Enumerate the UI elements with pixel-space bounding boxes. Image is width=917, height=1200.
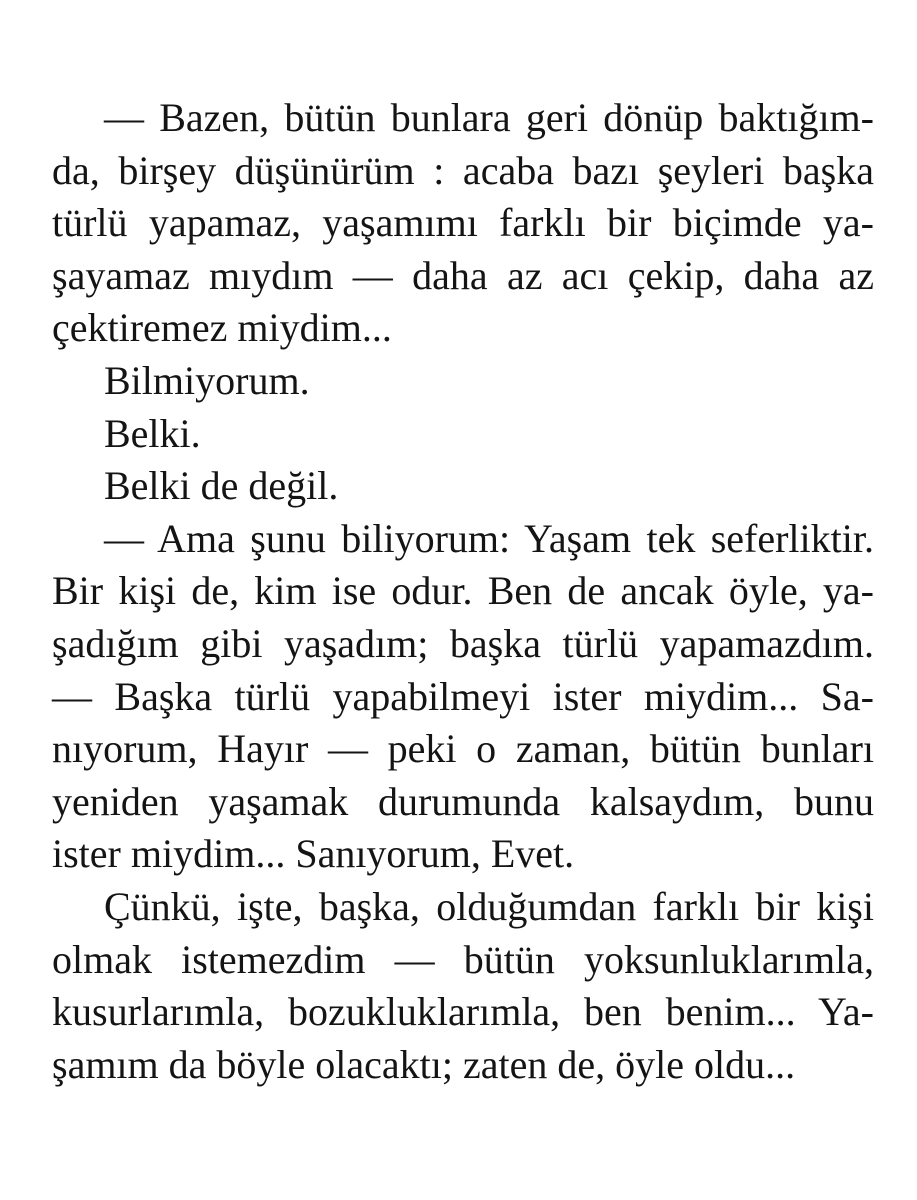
text-line: Belki de değil. (104, 463, 339, 509)
text-line: olmak istemezdim — bütün yoksunluklarımla, (52, 936, 874, 982)
text-line: nıyorum, Hayır — peki o zaman, bütün bunları (52, 726, 874, 772)
text-line: — Bazen, bütün bunlara geri dönüp baktığım- (104, 95, 874, 140)
text-line: — Başka türlü yapabilmeyi ister miydim... Sa- (52, 673, 874, 719)
paragraph-3 (52, 408, 874, 461)
paragraph-4 (52, 460, 874, 513)
text-line: da, birşey düşünürüm : acaba bazı şeyleri başka (52, 147, 874, 193)
book-page-text (52, 92, 874, 1091)
text-line: yeniden yaşamak durumunda kalsaydım, bunu (52, 778, 874, 824)
text-line: şamım da böyle olacaktı; zaten de, öyle oldu... (52, 1041, 796, 1087)
text-line: şayamaz mıydım — daha az acı çekip, daha az (52, 252, 874, 298)
paragraph-2 (52, 355, 874, 408)
paragraph-6 (52, 881, 874, 1091)
text-line: Belki. (104, 410, 201, 456)
text-line: Bilmiyorum. (104, 357, 310, 403)
text-line: çektiremez miydim... (52, 305, 392, 351)
text-line: kusurlarımla, bozukluklarımla, ben benim... Ya- (52, 989, 874, 1035)
text-line: ister miydim... Sanıyorum, Evet. (52, 831, 575, 877)
paragraph-5 (52, 513, 874, 881)
text-line: Çünkü, işte, başka, olduğumdan farklı bir kişi (104, 883, 874, 929)
paragraph-1 (52, 92, 874, 355)
text-line: — Ama şunu biliyorum: Yaşam tek seferliktir. (104, 515, 874, 561)
text-line: Bir kişi de, kim ise odur. Ben de ancak öyle, ya- (52, 568, 874, 614)
text-line: şadığım gibi yaşadım; başka türlü yapamazdım. (52, 620, 874, 666)
text-line: türlü yapamaz, yaşamımı farklı bir biçimde ya- (52, 200, 874, 246)
